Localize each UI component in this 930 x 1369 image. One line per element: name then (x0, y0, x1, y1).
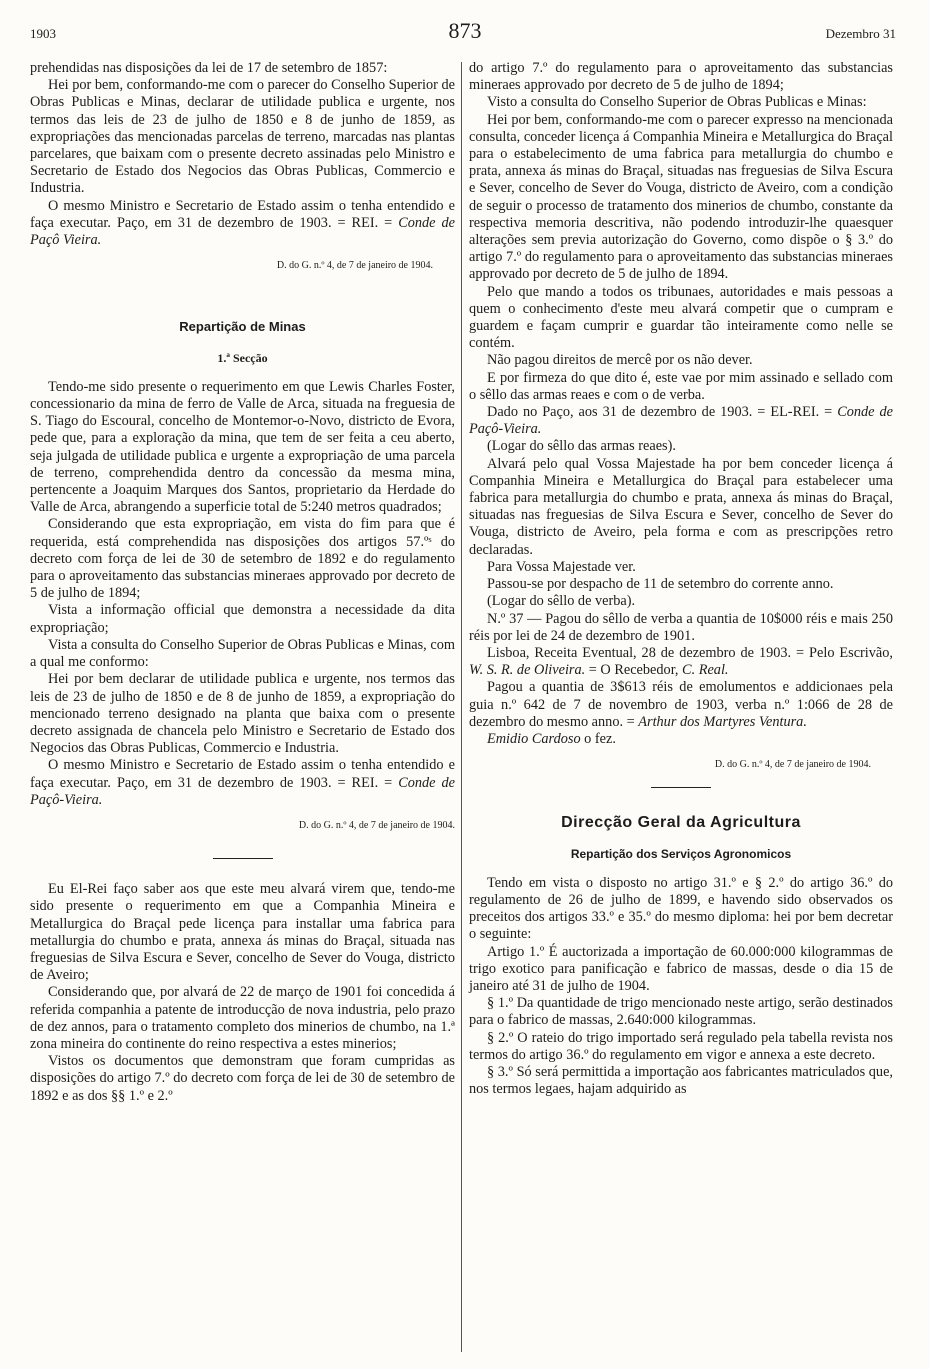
paragraph: O mesmo Ministro e Secretario de Estado assim o tenha entendido e faça executar. Paço, em 31 de dezembro de 1903. = REI. = Conde de Paçô Vieira. (30, 197, 455, 249)
paragraph: Hei por bem, conformando-me com o parecer expresso na mencionada consulta, conceder licença á Companhia Mineira e Metallurgica do Braçal para o estabelecimento de uma fabrica para metallurgia do chumbo e prata, annexa ás minas do Braçal, situadas nas freguesias de Silva Escura e Sever, concelho de Sever do Vouga, districto de Aveiro, com a condição de seguir o processo de tratamento dos minerios de chumbo, constante da respectiva memoria descritiva, não podendo introduzir-lhe quaesquer alterações sem previa autorização do Governo, como dispõe o § 3.º do artigo 7.º do regulamento para o aproveitamento das substancias mineraes approvado por decreto de 5 de julho de 1894. (469, 111, 893, 283)
paragraph: Considerando que, por alvará de 22 de março de 1901 foi concedida á referida companhia a patente de introducção de nova industria, pelo prazo de dez annos, para o tratamento completo dos minerios de chumbo, na 1.ª zona mineira do continente do reino respectiva a estes minerios; (30, 984, 455, 1052)
paragraph: Visto a consulta do Conselho Superior de Obras Publicas e Minas: (487, 94, 867, 111)
directorate-title: Direcção Geral da Agricultura (561, 814, 801, 832)
header-date: Dezembro 31 (825, 26, 896, 41)
paragraph: (Logar do sêllo de verba). (487, 593, 636, 610)
paragraph: § 2.º O rateio do trigo importado será regulado pela tabella revista nos termos do artigo 36.º do regulamento em vigor e annexa a este decreto. (469, 1029, 893, 1063)
paragraph: prehendidas nas disposições da lei de 17 de setembro de 1857: (30, 60, 388, 76)
header-year: 1903 (30, 26, 56, 41)
paragraph: Vista a consulta do Conselho Superior de Obras Publicas e Minas, com a qual me conformo: (30, 636, 455, 671)
section-title: Repartição de Minas (179, 319, 306, 335)
paragraph: (Logar do sêllo das armas reaes). (487, 438, 676, 455)
paragraph: Tendo-me sido presente o requerimento em que Lewis Charles Foster, concessionario da mina de ferro de Valle de Arca, situada na freguesia de S. Tiago do Escoural, concelho de Montemor-o-Novo, districto de Evora, pede que, para a exploração da mina, que tem de ser feita a ceu aberto, seja julgada de utilidade publica e urgente a expropriação de uma parcela de terreno, comprehendida dentro da concessão da mesma mina, pertencente a Joaquim Marques dos Santos, proprietario da Herdade do Valle de Arca, abrangendo a superficie total de 5:240 metros quadrados; (30, 378, 455, 516)
signature: Conde de Paçô-Vieira. (469, 404, 893, 438)
paragraph: do artigo 7.º do regulamento para o aproveitamento das substancias mineraes approvado por decreto de 5 de julho de 1894; (469, 60, 893, 94)
paragraph: Pagou a quantia de 3$613 réis de emolumentos e addicionaes pela guia n.º 642 de 7 de novembro de 1903, verba n.º 1:066 de 28 de dezembro do mesmo anno. = Arthur dos Martyres Ventura. (469, 679, 893, 730)
page-number: 873 (448, 18, 482, 43)
paragraph: Alvará pelo qual Vossa Majestade ha por bem conceder licença á Companhia Mineira e Metallurgica do Braçal para estabelecer uma fabrica para metallurgia do chumbo e prata, annexa ás minas do Braçal, situadas nas freguesias de Silva Escura e Sever, concelho de Sever do Vouga, districto de Aveiro, pela forma e com as prescripções retro declaradas. (469, 455, 893, 558)
right-column (469, 60, 893, 1098)
paragraph: Hei por bem, conformando-me com o parecer do Conselho Superior de Obras Publicas e Minas, declarar de utilidade publica e urgente, nos termos das leis de 23 de julho de 1850 e 8 de junho de 1859, as expropriações das mencionadas parcelas de terreno, marcadas nas plantas parcelares, que baixam com o presente decreto assinadas pelo Ministro e Secretario de Estado dos Negocios das Obras Publicas, Commercio e Industria. (30, 77, 455, 197)
paragraph: Artigo 1.º É auctorizada a importação de 60.000:000 kilogrammas de trigo exotico para panificação e fabrico de massas, desde o dia 15 de janeiro até 31 de julho de 1904. (469, 943, 893, 994)
subsection-title: 1.ª Secção (217, 350, 268, 365)
paragraph: O mesmo Ministro e Secretario de Estado assim o tenha entendido e faça executar. Paço, em 31 de dezembro de 1903. = REI. = Conde de Paçô-Vieira. (30, 757, 455, 808)
source-citation: D. do G. n.º 4, de 7 de janeiro de 1904. (298, 819, 455, 831)
paragraph: Lisboa, Receita Eventual, 28 de dezembro de 1903. = Pelo Escrivão, W. S. R. de Oliveira. = O Recebedor, C. Real. (469, 644, 893, 679)
signature: Conde de Paçô Vieira. (30, 214, 455, 249)
paragraph: Considerando que esta expropriação, em vista do fim para que é requerida, está comprehendida nas disposições dos artigos 57.ºˢ do decreto com força de lei de 30 de setembro de 1892 e do regulamento para o aproveitamento das substancias mineraes approvado por decreto de 5 de julho de 1894; (30, 516, 455, 602)
signature: Conde de Paçô-Vieira. (30, 774, 455, 808)
signature: Emidio Cardoso (487, 730, 581, 747)
signature: Arthur dos Martyres Ventura. (638, 713, 807, 730)
paragraph: § 1.º Da quantidade de trigo mencionado neste artigo, serão destinados para o fabrico de massas, 2.640:000 kilogrammas. (469, 995, 893, 1029)
paragraph: Eu El-Rei faço saber aos que este meu alvará virem que, tendo-me sido presente o requerimento em que a Companhia Mineira e Metallurgica do Braçal pede licença para installar uma fabrica para metallurgia do chumbo e prata, annexa ás minas do Braçal, situada nas freguesias de Silva Escura e Sever, concelho de Sever do Vouga, districto de Aveiro; (30, 881, 455, 984)
department-title: Repartição dos Serviços Agronomicos (570, 846, 792, 861)
paragraph: Tendo em vista o disposto no artigo 31.º e § 2.º do artigo 36.º do regulamento de 26 de julho de 1899, e havendo sido observados os preceitos dos artigos 33.º e 35.º do mesmo diploma: hei por bem decretar o seguinte: (469, 874, 893, 943)
paragraph: Passou-se por despacho de 11 de setembro do corrente anno. (487, 576, 834, 593)
paragraph: Vistos os documentos que demonstram que foram cumpridas as disposições do artigo 7.º do decreto com força de lei de 30 de setembro de 1892 e as dos §§ 1.º e 2.º (30, 1053, 455, 1104)
source-citation: D. do G. n.º 4, de 7 de janeiro de 1904. (714, 759, 871, 771)
column-divider (461, 62, 462, 1352)
signature: C. Real. (682, 662, 729, 679)
source-citation: D. do G. n.º 4, de 7 de janeiro de 1904. (276, 260, 433, 272)
paragraph: Para Vossa Majestade ver. (487, 558, 636, 575)
paragraph: Dado no Paço, aos 31 de dezembro de 1903. = EL-REI. = Conde de Paçô-Vieira. (469, 404, 893, 438)
paragraph: Pelo que mando a todos os tribunaes, autoridades e mais pessoas a quem o conhecimento d'este meu alvará competir que o cumpram e guardem e façam cumprir e guardar tão inteiramente como nelle se contém. (469, 283, 893, 352)
paragraph: § 3.º Só será permittida a importação aos fabricantes matriculados que, nos termos legaes, hajam adquirido as (469, 1063, 893, 1098)
paragraph: Hei por bem declarar de utilidade publica e urgente, nos termos das leis de 23 de julho de 1850 e de 8 de junho de 1859, a expropriação do mencionado terreno designado na planta que baixa com o presente decreto assignada de chancela pelo Ministro e Secretario de Estado dos Negocios das Obras Publicas, Commercio e Industria. (30, 671, 455, 757)
paragraph: Emidio Cardoso o fez. (487, 730, 616, 747)
paragraph: N.º 37 — Pagou do sêllo de verba a quantia de 10$000 réis e mais 250 réis por lei de 24 de dezembro de 1901. (469, 610, 893, 644)
page-header (0, 18, 930, 48)
signature: W. S. R. de Oliveira. (469, 662, 586, 679)
paragraph: Vista a informação official que demonstra a necessidade da dita expropriação; (30, 602, 455, 636)
paragraph: E por firmeza do que dito é, este vae por mim assinado e sellado com o sêllo das armas reaes e com o de verba. (469, 369, 893, 403)
left-column (30, 60, 455, 1105)
paragraph: Não pagou direitos de mercê por os não dever. (487, 352, 753, 369)
